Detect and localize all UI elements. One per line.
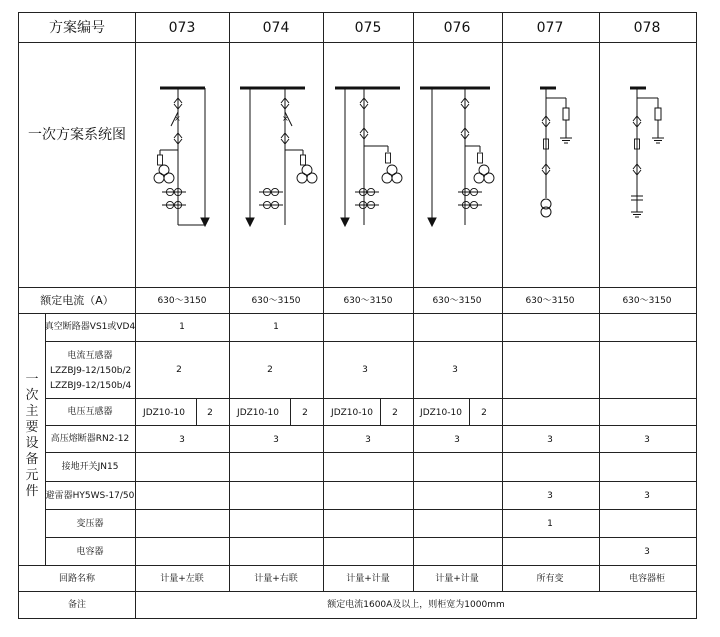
circuit-name-074: 计量+右联 [254, 574, 298, 584]
scheme-073: 073 [168, 20, 196, 36]
ct-model-1: LZZBJ9-12/150b/2 [50, 366, 132, 376]
circuit-name-075: 计量+计量 [346, 574, 390, 584]
current-transformer-074: 2 [267, 365, 273, 375]
fuse-076: 3 [454, 435, 460, 445]
diagram-078 [630, 88, 664, 217]
fuse-label: 高压熔断器RN2-12 [50, 434, 130, 444]
rated-current-077: 630～3150 [525, 296, 575, 306]
capacitor-078: 3 [644, 547, 650, 557]
equipment-group-label: 一次主要设备元件 [25, 372, 39, 499]
earthing-switch-label: 接地开关JN15 [61, 462, 119, 472]
current-transformer-076: 3 [452, 365, 458, 375]
remarks-text: 额定电流1600A及以上，则柜宽为1000mm [327, 600, 505, 610]
scheme-077: 077 [536, 20, 564, 36]
arrester-078: 3 [644, 491, 650, 501]
fuse-074: 3 [273, 435, 279, 445]
vacuum-breaker-074: 1 [273, 322, 279, 332]
fuse-073: 3 [179, 435, 185, 445]
circuit-name-076: 计量+计量 [435, 574, 479, 584]
current-transformer-073: 2 [176, 365, 182, 375]
diagram-074 [240, 88, 317, 226]
diagram-073 [154, 88, 209, 226]
arrester-077: 3 [547, 491, 553, 501]
vt-model-076: JDZ10-10 [420, 408, 462, 418]
rated-current-074: 630～3150 [251, 296, 301, 306]
diagram-076 [420, 88, 494, 226]
rated-current-078: 630～3150 [622, 296, 672, 306]
vt-count-075: 2 [392, 408, 398, 418]
vacuum-breaker-073: 1 [179, 322, 185, 332]
svg-text:×: × [282, 114, 289, 123]
rated-current-label: 额定电流（A） [40, 294, 114, 307]
vacuum-breaker-label: 真空断路器VS1或VD4 [44, 322, 136, 332]
scheme-075: 075 [354, 20, 382, 36]
transformer-label: 变压器 [76, 519, 104, 529]
diagram-075 [335, 88, 402, 226]
diagram-077 [540, 88, 572, 217]
vt-count-076: 2 [481, 408, 487, 418]
scheme-078: 078 [633, 20, 661, 36]
vt-model-073: JDZ10-10 [143, 408, 185, 418]
scheme-number-label: 方案编号 [49, 20, 105, 36]
transformer-077: 1 [547, 519, 553, 529]
rated-current-075: 630～3150 [343, 296, 393, 306]
arrester-label: 避雷器HY5WS-17/50 [45, 491, 135, 501]
ct-model-2: LZZBJ9-12/150b/4 [50, 381, 132, 391]
scheme-076: 076 [443, 20, 471, 36]
remarks-label: 备注 [67, 600, 87, 610]
fuse-075: 3 [365, 435, 371, 445]
scheme-074: 074 [262, 20, 290, 36]
circuit-name-078: 电容器柜 [628, 574, 666, 584]
circuit-name-label: 回路名称 [58, 574, 96, 584]
vt-count-073: 2 [207, 408, 213, 418]
voltage-transformer-label: 电压互感器 [67, 407, 113, 417]
circuit-name-077: 所有变 [536, 574, 564, 584]
fuse-077: 3 [547, 435, 553, 445]
capacitor-label: 电容器 [76, 547, 104, 557]
fuse-078: 3 [644, 435, 650, 445]
vt-count-074: 2 [302, 408, 308, 418]
svg-text:×: × [174, 114, 181, 123]
current-transformer-075: 3 [362, 365, 368, 375]
rated-current-076: 630～3150 [432, 296, 482, 306]
circuit-name-073: 计量+左联 [160, 574, 204, 584]
vt-model-075: JDZ10-10 [331, 408, 373, 418]
vt-model-074: JDZ10-10 [237, 408, 279, 418]
diagram-row-label: 一次方案系统图 [28, 127, 126, 143]
current-transformer-label: 电流互感器 [67, 351, 113, 361]
rated-current-073: 630～3150 [157, 296, 207, 306]
